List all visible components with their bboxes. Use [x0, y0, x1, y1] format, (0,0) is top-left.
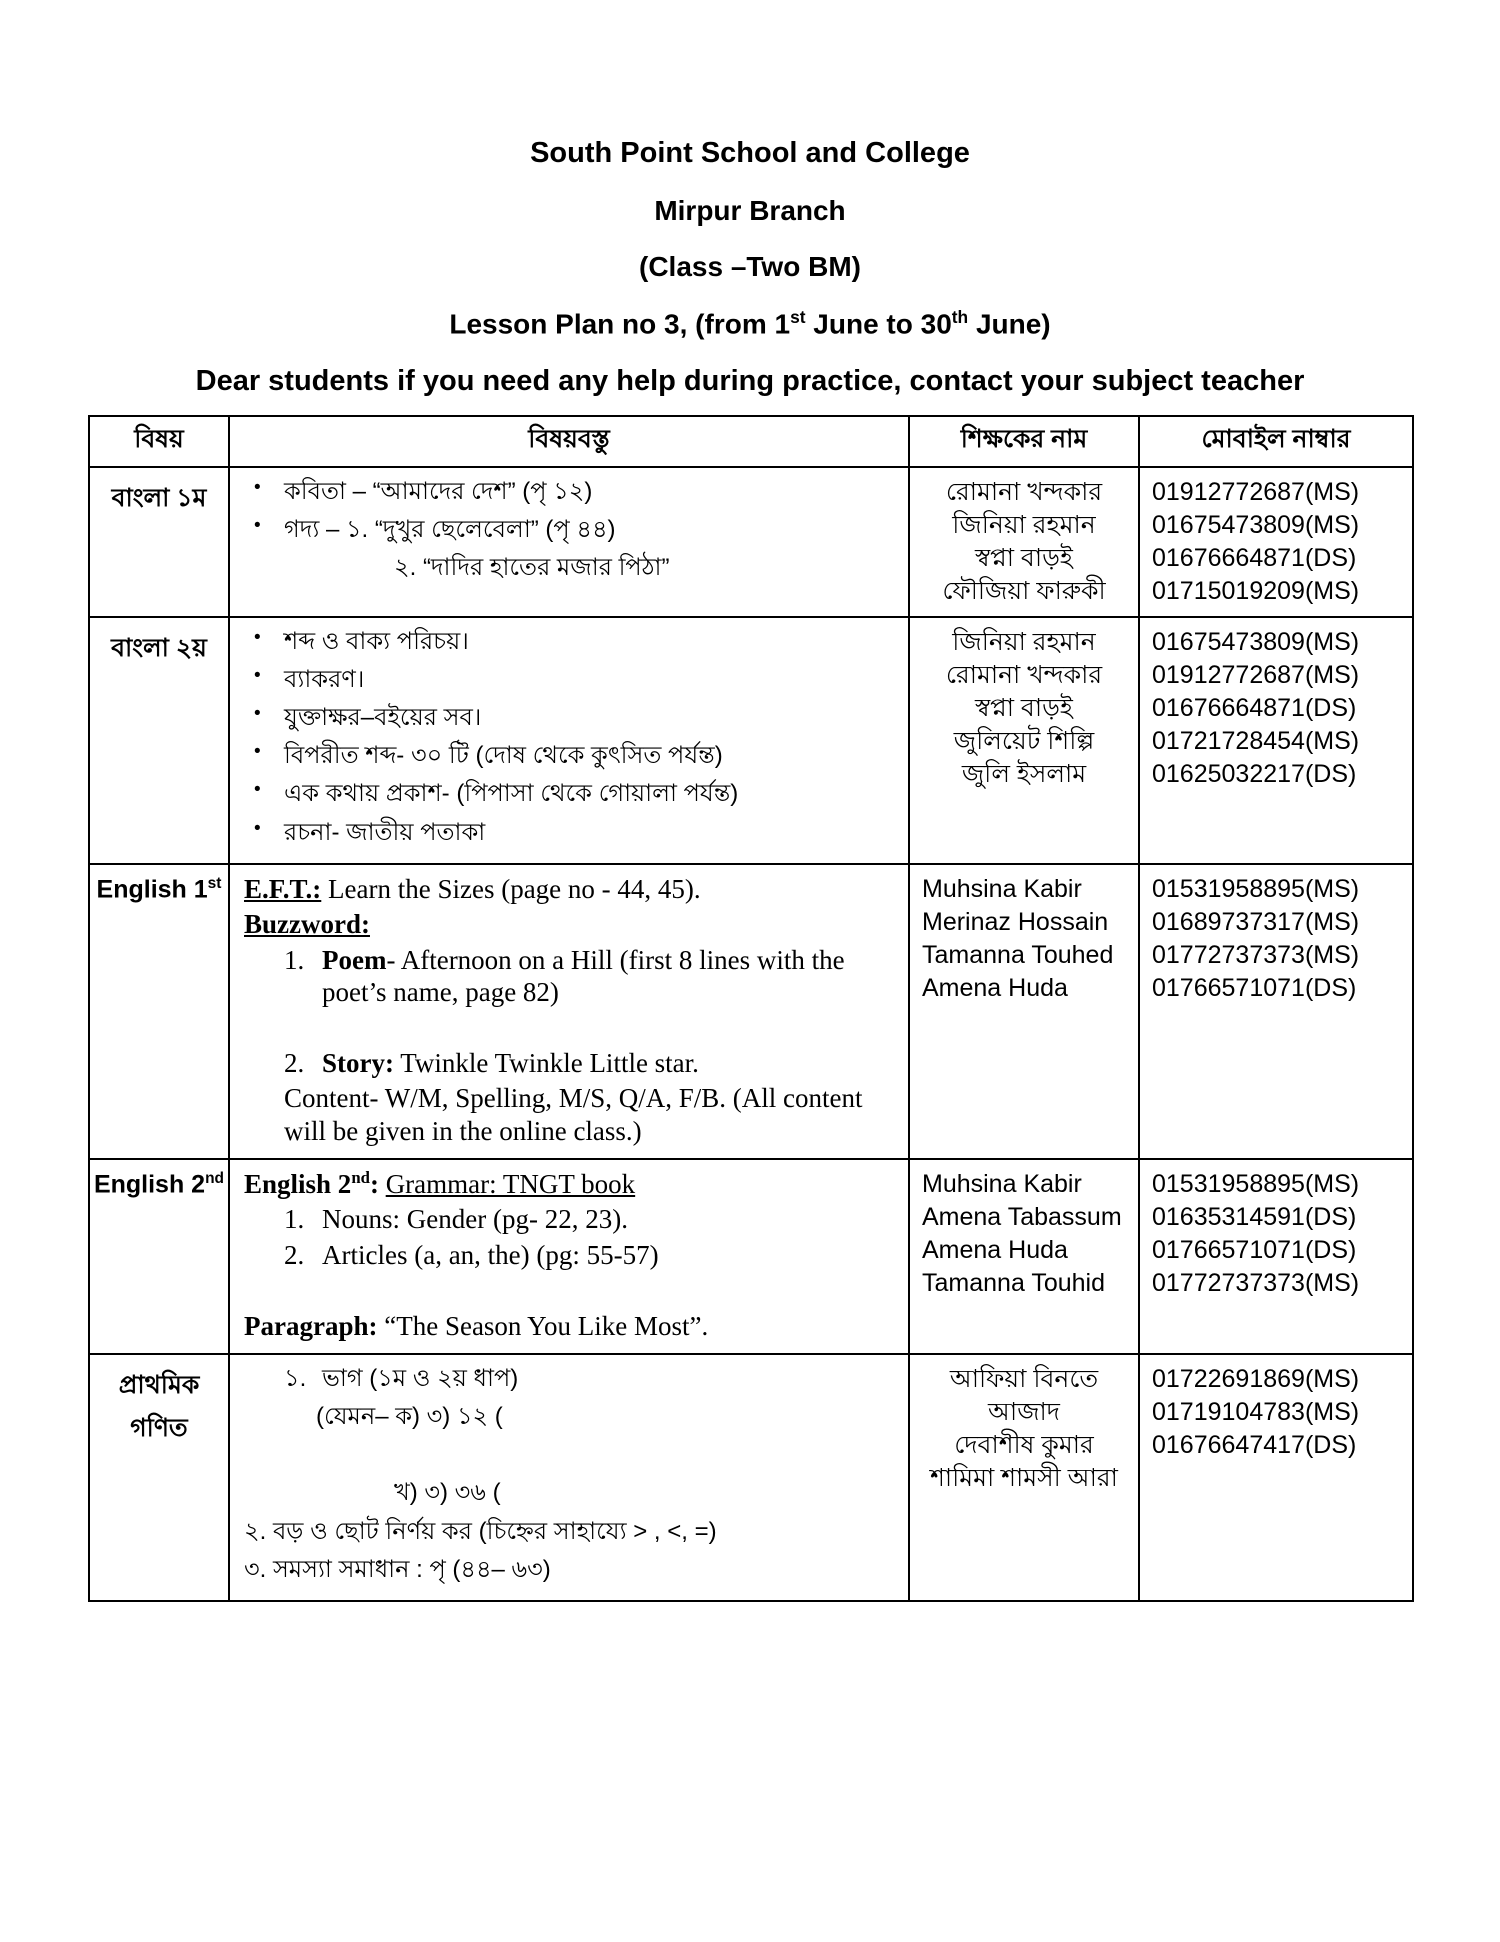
phone-number: 01715019209(MS) — [1152, 576, 1360, 605]
teacher-name: Muhsina Kabir — [922, 1169, 1082, 1198]
teacher-name: জুলিয়েট শিল্পি — [953, 726, 1095, 755]
line-text — [284, 476, 898, 507]
line-text — [394, 1477, 898, 1508]
content-line — [244, 740, 898, 771]
subject-cell — [89, 617, 229, 864]
teacher-name: জুলি ইসলাম — [961, 759, 1087, 788]
bullet-icon: • — [254, 779, 261, 801]
line-text — [284, 664, 898, 695]
table-row — [89, 467, 1413, 617]
line-text — [244, 873, 898, 905]
list-number: 2. — [284, 1047, 305, 1078]
text-segment: - Afternoon on a Hill (first 8 lines with the poet’s name, page 82) — [322, 944, 845, 1007]
teachers-cell — [909, 1159, 1139, 1354]
phone-number: 01772737373(MS) — [1152, 940, 1360, 969]
table-body — [89, 467, 1413, 1601]
text-segment: যুক্তাক্ষর–বইয়ের সব। — [284, 704, 482, 732]
content-line — [244, 476, 898, 507]
content-line — [244, 1554, 898, 1585]
content-line — [244, 1168, 898, 1200]
phone-number: 01766571071(DS) — [1152, 973, 1357, 1002]
phone-number: 01531958895(MS) — [1152, 1169, 1360, 1198]
content-line — [244, 1439, 898, 1470]
text-segment: গদ্য – ১. “দুখুর ছেলেবেলা” (পৃ ৪৪) — [284, 515, 616, 543]
text-segment: (যেমন– ক) ৩) ১২ ( — [316, 1403, 503, 1431]
content-line — [244, 1203, 898, 1235]
phone-number: 01676664871(DS) — [1152, 693, 1357, 722]
text-segment: Story: — [322, 1047, 394, 1078]
bullet-icon: • — [254, 664, 261, 686]
content-line — [244, 664, 898, 695]
text-segment: খ) ৩) ৩৬ ( — [394, 1479, 501, 1507]
text-segment: ২. বড় ও ছোট নির্ণয় কর (চিহ্নের সাহায্যে > , <, =) — [244, 1517, 717, 1545]
lesson-plan-line — [88, 307, 1412, 341]
content-line — [244, 778, 898, 809]
phone-number: 01635314591(DS) — [1152, 1202, 1357, 1231]
text-segment: ভাগ (১ম ও ২য় ধাপ) — [322, 1364, 519, 1392]
text-segment: বিপরীত শব্দ- ৩০ টি (দোষ থেকে কুৎসিত পর্যন্ত) — [284, 742, 723, 770]
line-text — [322, 944, 898, 1009]
teacher-name: রোমানা খন্দকার — [945, 660, 1103, 689]
column-header: মোবাইল নাম্বার — [1139, 416, 1413, 467]
content-line — [244, 1274, 898, 1306]
text-segment: st — [207, 874, 222, 892]
content-line — [244, 514, 898, 545]
text-segment: এক কথায় প্রকাশ- (পিপাসা থেকে গোয়ালা পর্যন্ত) — [284, 780, 739, 808]
table-row — [89, 617, 1413, 864]
text-segment: ৩. সমস্যা সমাধান : পৃ (৪৪– ৬৩) — [244, 1555, 551, 1583]
column-header: বিষয়বস্তু — [229, 416, 909, 467]
text-segment: বাংলা ১ম — [111, 483, 207, 512]
teacher-name: Muhsina Kabir — [922, 874, 1082, 903]
phone-number: 01625032217(DS) — [1152, 759, 1357, 788]
text-segment: Nouns: Gender (pg- 22, 23). — [322, 1204, 628, 1235]
content-cell — [229, 1159, 909, 1354]
content-line — [244, 702, 898, 733]
text-segment: “The Season You Like Most”. — [377, 1310, 709, 1341]
content-cell — [229, 617, 909, 864]
text-segment: বাংলা ২য় — [111, 633, 207, 662]
line-text — [284, 817, 898, 848]
line-text — [316, 1401, 898, 1432]
content-line — [244, 1047, 898, 1079]
line-text — [284, 778, 898, 809]
text-segment: Poem — [322, 944, 387, 975]
bullet-icon: • — [254, 817, 261, 839]
text-segment: ব্যাকরণ। — [284, 665, 365, 693]
teacher-name: ফৌজিয়া ফারুকী — [942, 576, 1106, 605]
text-segment: E.F.T.: — [244, 873, 322, 904]
branch-title: Mirpur Branch — [654, 194, 846, 226]
text-segment: কবিতা – “আমাদের দেশ” (পৃ ১২) — [284, 477, 593, 505]
phone-number: 01722691869(MS) — [1152, 1364, 1360, 1393]
teacher-name: Amena Huda — [922, 1235, 1068, 1264]
line-text — [244, 1554, 898, 1585]
column-header: বিষয় — [89, 416, 229, 467]
teacher-name: Tamanna Touhid — [922, 1268, 1106, 1297]
teacher-name: শামিমা শামসী আরা — [930, 1463, 1118, 1492]
text-segment: June) — [968, 308, 1051, 340]
phone-number: 01676664871(DS) — [1152, 543, 1357, 572]
bullet-icon: • — [254, 703, 261, 725]
text-segment: st — [790, 306, 806, 327]
text-segment: Twinkle Twinkle Little star. — [393, 1047, 699, 1078]
document-header — [88, 136, 1412, 399]
teacher-name: স্বপ্না বাড়ই — [975, 543, 1073, 572]
text-segment: প্রাথমিক গণিত — [118, 1370, 200, 1442]
line-text — [284, 702, 898, 733]
content-line — [244, 1477, 898, 1508]
content-line — [244, 1011, 898, 1043]
phone-number: 01912772687(MS) — [1152, 477, 1360, 506]
content-line — [244, 908, 898, 940]
numbers-cell — [1139, 617, 1413, 864]
lesson-plan-table — [88, 415, 1414, 1602]
content-cell — [229, 467, 909, 617]
subject-cell — [89, 467, 229, 617]
content-cell — [229, 1354, 909, 1601]
content-line — [244, 1082, 898, 1147]
line-text — [322, 1363, 898, 1394]
content-line — [244, 552, 898, 583]
teacher-name: জিনিয়া রহমান — [952, 627, 1096, 656]
content-line — [244, 1516, 898, 1547]
content-line — [244, 817, 898, 848]
line-text — [322, 1047, 898, 1079]
table-row — [89, 864, 1413, 1159]
phone-number: 01689737317(MS) — [1152, 907, 1360, 936]
teacher-name: Amena Tabassum — [922, 1202, 1122, 1231]
text-segment: শব্দ ও বাক্য পরিচয়। — [284, 627, 469, 655]
teachers-cell — [909, 617, 1139, 864]
phone-number: 01772737373(MS) — [1152, 1268, 1360, 1297]
content-line — [244, 626, 898, 657]
phone-number: 01531958895(MS) — [1152, 874, 1360, 903]
text-segment: Buzzword: — [244, 909, 370, 940]
text-segment: nd — [351, 1167, 370, 1187]
line-text — [284, 626, 898, 657]
phone-number: 01766571071(DS) — [1152, 1235, 1357, 1264]
bullet-icon: • — [254, 514, 261, 536]
phone-number: 01719104783(MS) — [1152, 1397, 1360, 1426]
text-segment: Learn the Sizes (page no - 44, 45). — [321, 873, 701, 904]
teacher-name: স্বপ্না বাড়ই — [975, 693, 1073, 722]
teacher-name: রোমানা খন্দকার — [945, 477, 1103, 506]
teachers-cell — [909, 864, 1139, 1159]
table-row — [89, 1159, 1413, 1354]
list-number: 2. — [284, 1239, 305, 1270]
line-text — [322, 1239, 898, 1271]
text-segment: ২. “দাদির হাতের মজার পিঠা” — [394, 554, 670, 582]
bullet-icon: • — [254, 741, 261, 763]
line-text — [284, 740, 898, 771]
line-text — [284, 514, 898, 545]
line-text — [244, 1310, 898, 1342]
teacher-name: জিনিয়া রহমান — [952, 510, 1096, 539]
subject-cell — [89, 1354, 229, 1601]
teacher-name: আফিয়া বিনতে আজাদ — [949, 1364, 1099, 1426]
content-line — [244, 1310, 898, 1342]
bullet-icon: • — [254, 476, 261, 498]
phone-number: 01676647417(DS) — [1152, 1430, 1357, 1459]
numbers-cell — [1139, 1159, 1413, 1354]
numbers-cell — [1139, 467, 1413, 617]
list-number: 1. — [284, 944, 305, 975]
text-segment: th — [951, 306, 969, 327]
content-cell — [229, 864, 909, 1159]
phone-number: 01721728454(MS) — [1152, 726, 1360, 755]
line-text — [244, 1168, 898, 1200]
list-number: ১. — [284, 1364, 307, 1392]
teacher-name: Merinaz Hossain — [922, 907, 1109, 936]
subject-cell — [89, 1159, 229, 1354]
content-line — [244, 1363, 898, 1394]
line-text — [244, 908, 898, 940]
text-segment: English 1 — [96, 875, 208, 904]
phone-number: 01675473809(MS) — [1152, 627, 1360, 656]
numbers-cell — [1139, 864, 1413, 1159]
column-header: শিক্ষকের নাম — [909, 416, 1139, 467]
content-line — [244, 1239, 898, 1271]
text-segment: June to 30 — [805, 308, 952, 340]
subject-cell — [89, 864, 229, 1159]
bullet-icon: • — [254, 626, 261, 648]
note-line: Dear students if you need any help during practice, contact your subject teacher — [195, 364, 1305, 397]
text-segment: Articles (a, an, the) (pg: 55-57) — [322, 1239, 659, 1270]
text-segment: Lesson Plan no 3, (from 1 — [449, 308, 791, 340]
teacher-name: Amena Huda — [922, 973, 1068, 1002]
line-text — [394, 552, 898, 583]
phone-number: 01675473809(MS) — [1152, 510, 1360, 539]
teachers-cell — [909, 467, 1139, 617]
text-segment: : — [369, 1168, 386, 1199]
line-text — [322, 1203, 898, 1235]
text-segment: Paragraph: — [244, 1310, 378, 1341]
text-segment: English 2 — [93, 1170, 206, 1199]
teacher-name: দেবাশীষ কুমার — [954, 1430, 1094, 1459]
list-number: 1. — [284, 1204, 305, 1235]
content-line — [244, 944, 898, 1009]
content-line — [244, 873, 898, 905]
class-line: (Class –Two BM) — [639, 251, 861, 283]
line-text — [244, 1516, 898, 1547]
school-title: South Point School and College — [530, 137, 970, 169]
text-segment: Grammar: TNGT book — [385, 1168, 636, 1199]
teachers-cell — [909, 1354, 1139, 1601]
line-text — [284, 1082, 898, 1147]
teacher-name: Tamanna Touhed — [922, 940, 1114, 969]
text-segment: Content- W/M, Spelling, M/S, Q/A, F/B. (All content will be given in the online class.) — [284, 1083, 863, 1146]
table-header-row — [89, 416, 1413, 467]
phone-number: 01912772687(MS) — [1152, 660, 1360, 689]
text-segment: রচনা- জাতীয় পতাকা — [284, 818, 486, 846]
numbers-cell — [1139, 1354, 1413, 1601]
text-segment: English 2 — [244, 1168, 352, 1199]
content-line — [244, 1401, 898, 1432]
text-segment: nd — [205, 1169, 225, 1187]
table-row — [89, 1354, 1413, 1601]
